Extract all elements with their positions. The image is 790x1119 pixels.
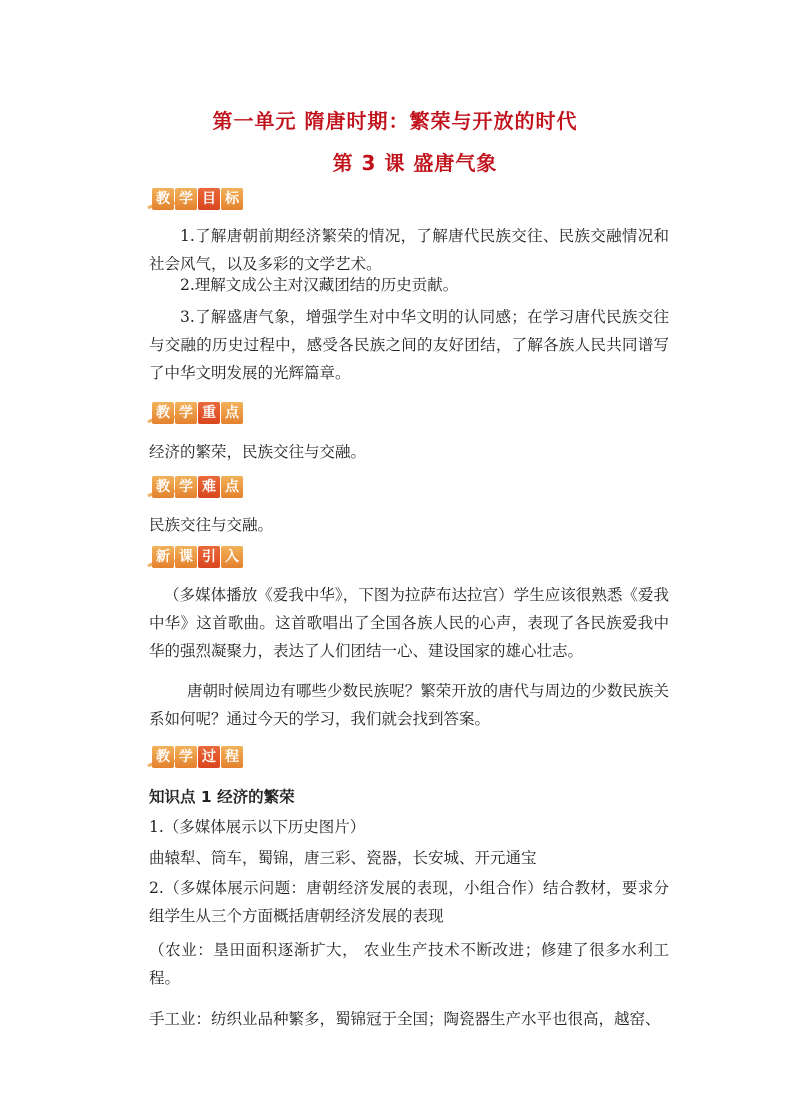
badge-char: 教 <box>152 476 174 498</box>
badge-char: 教 <box>152 402 174 424</box>
intro-paragraph-2: 唐朝时候周边有哪些少数民族呢？繁荣开放的唐代与周边的少数民族关系如何呢？通过今天的学习，我们就会找到答案。 <box>149 682 669 728</box>
badge-char: 新 <box>152 546 174 568</box>
badge-char: 课 <box>175 546 197 568</box>
badge-char: 教 <box>152 746 174 768</box>
badge-char: 目 <box>198 188 220 210</box>
badge-char: 难 <box>198 476 220 498</box>
badge-char: 重 <box>198 402 220 424</box>
unit-title: 第一单元 隋唐时期：繁荣与开放的时代 <box>212 109 578 133</box>
badge-char: 教 <box>152 188 174 210</box>
badge-char: 程 <box>221 746 243 768</box>
process-line-4: （农业：垦田面积逐渐扩大， 农业生产技术不断改进；修建了很多水利工程。 <box>149 941 669 987</box>
badge-char: 学 <box>175 188 197 210</box>
badge-char: 标 <box>221 188 243 210</box>
badge-char: 学 <box>175 402 197 424</box>
process-badge <box>152 746 243 768</box>
lesson-title: 第 3 课 盛唐气象 <box>332 151 498 175</box>
difficulty-badge <box>152 476 243 498</box>
objective-1: 1.了解唐朝前期经济繁荣的情况，了解唐代民族交往、民族交融情况和社会风气，以及多彩的文学艺术。 <box>149 227 669 273</box>
badge-char: 学 <box>175 476 197 498</box>
badge-char: 点 <box>221 402 243 424</box>
process-line-2: 曲辕犁、筒车，蜀锦，唐三彩、瓷器，长安城、开元通宝 <box>149 849 537 867</box>
key-points-badge <box>152 402 243 424</box>
objectives-badge <box>152 188 243 210</box>
badge-char: 学 <box>175 746 197 768</box>
key-points-text: 经济的繁荣，民族交往与交融。 <box>149 443 367 461</box>
badge-char: 入 <box>221 546 243 568</box>
objective-2: 2.理解文成公主对汉藏团结的历史贡献。 <box>180 276 459 294</box>
difficulty-text: 民族交往与交融。 <box>149 516 274 534</box>
intro-badge <box>152 546 243 568</box>
badge-char: 点 <box>221 476 243 498</box>
process-line-3: 2.（多媒体展示问题：唐朝经济发展的表现，小组合作）结合教材，要求分组学生从三个方面概括唐朝经济发展的表现 <box>149 879 669 925</box>
badge-char: 引 <box>198 546 220 568</box>
objective-3: 3.了解盛唐气象，增强学生对中华文明的认同感；在学习唐代民族交往与交融的历史过程中，感受各民族之间的友好团结，了解各族人民共同谱写了中华文明发展的光辉篇章。 <box>149 308 669 382</box>
process-line-5: 手工业：纺织业品种繁多，蜀锦冠于全国；陶瓷器生产水平也很高，越窑、 <box>149 1010 661 1028</box>
badge-char: 过 <box>198 746 220 768</box>
knowledge-point-heading: 知识点 1 经济的繁荣 <box>149 788 295 806</box>
intro-paragraph-1: （多媒体播放《爱我中华》，下图为拉萨布达拉宫）学生应该很熟悉《爱我中华》这首歌曲。这首歌唱出了全国各族人民的心声，表现了各民族爱我中华的强烈凝聚力，表达了人们团结一心、建设国家的雄心壮志。 <box>149 586 669 660</box>
process-line-1: 1.（多媒体展示以下历史图片） <box>149 818 366 836</box>
